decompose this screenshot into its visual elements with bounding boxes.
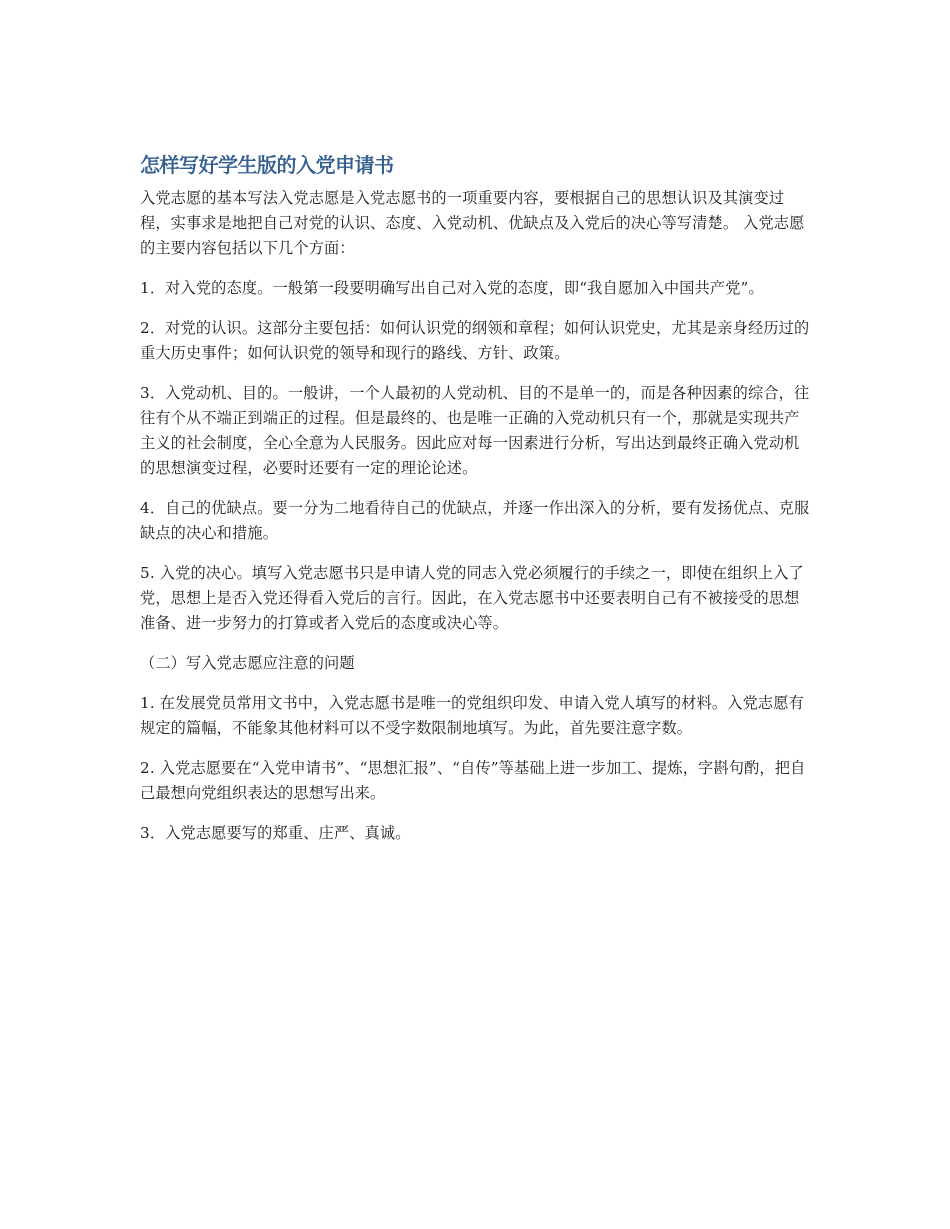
intro-paragraph: 入党志愿的基本写法入党志愿是入党志愿书的一项重要内容，要根据自己的思想认识及其演变过程，实事求是地把自己对党的认识、态度、入党动机、优缺点及入党后的决心等写清楚。 入党志愿的主要内容包括以下几个方面：: [140, 189, 805, 257]
note-1-length: 1. 在发展党员常用文书中，入党志愿书是唯一的党组织印发、申请入党人填写的材料。入党志愿有规定的篇幅，不能象其他材料可以不受字数限制地填写。为此，首先要注意字数。: [140, 694, 804, 737]
document-title: 怎样写好学生版的入党申请书: [140, 153, 394, 177]
point-1-attitude: 1．对入党的态度。一般第一段要明确写出自己对入党的态度，即“我自愿加入中国共产党”。: [140, 279, 764, 297]
section-heading-notes: （二）写入党志愿应注意的问题: [140, 654, 355, 672]
point-3-motivation: 3．入党动机、目的。一般讲，一个人最初的人党动机、目的不是单一的，而是各种因素的综合，往往有个从不端正到端正的过程。但是最终的、也是唯一正确的入党动机只有一个，那就是实现共产主义的社会制度，全心全意为人民服务。因此应对每一因素进行分析，写出达到最终正确入党动机的思想演变过程，必要时还要有一定的理论论述。: [140, 384, 810, 477]
point-2-understanding: 2．对党的认识。这部分主要包括：如何认识党的纲领和章程；如何认识党史，尤其是亲身经历过的重大历史事件；如何认识党的领导和现行的路线、方针、政策。: [140, 319, 810, 362]
point-5-determination: 5. 入党的决心。填写入党志愿书只是申请人党的同志入党必须履行的手续之一，即使在组织上入了党，思想上是否入党还得看入党后的言行。因此，在入党志愿书中还要表明自己有不被接受的思想准备、进一步努力的打算或者入党后的态度或决心等。: [140, 564, 804, 632]
point-4-strengths-weaknesses: 4．自己的优缺点。要一分为二地看待自己的优缺点，并逐一作出深入的分析，要有发扬优点、克服缺点的决心和措施。: [140, 499, 810, 542]
document-page: [140, 150, 810, 861]
note-2-refinement: 2. 入党志愿要在“入党申请书”、“思想汇报”、“自传”等基础上进一步加工、提炼，字斟句酌，把自己最想向党组织表达的思想写出来。: [140, 759, 806, 802]
note-3-sincerity: 3．入党志愿要写的郑重、庄严、真诚。: [140, 824, 411, 842]
